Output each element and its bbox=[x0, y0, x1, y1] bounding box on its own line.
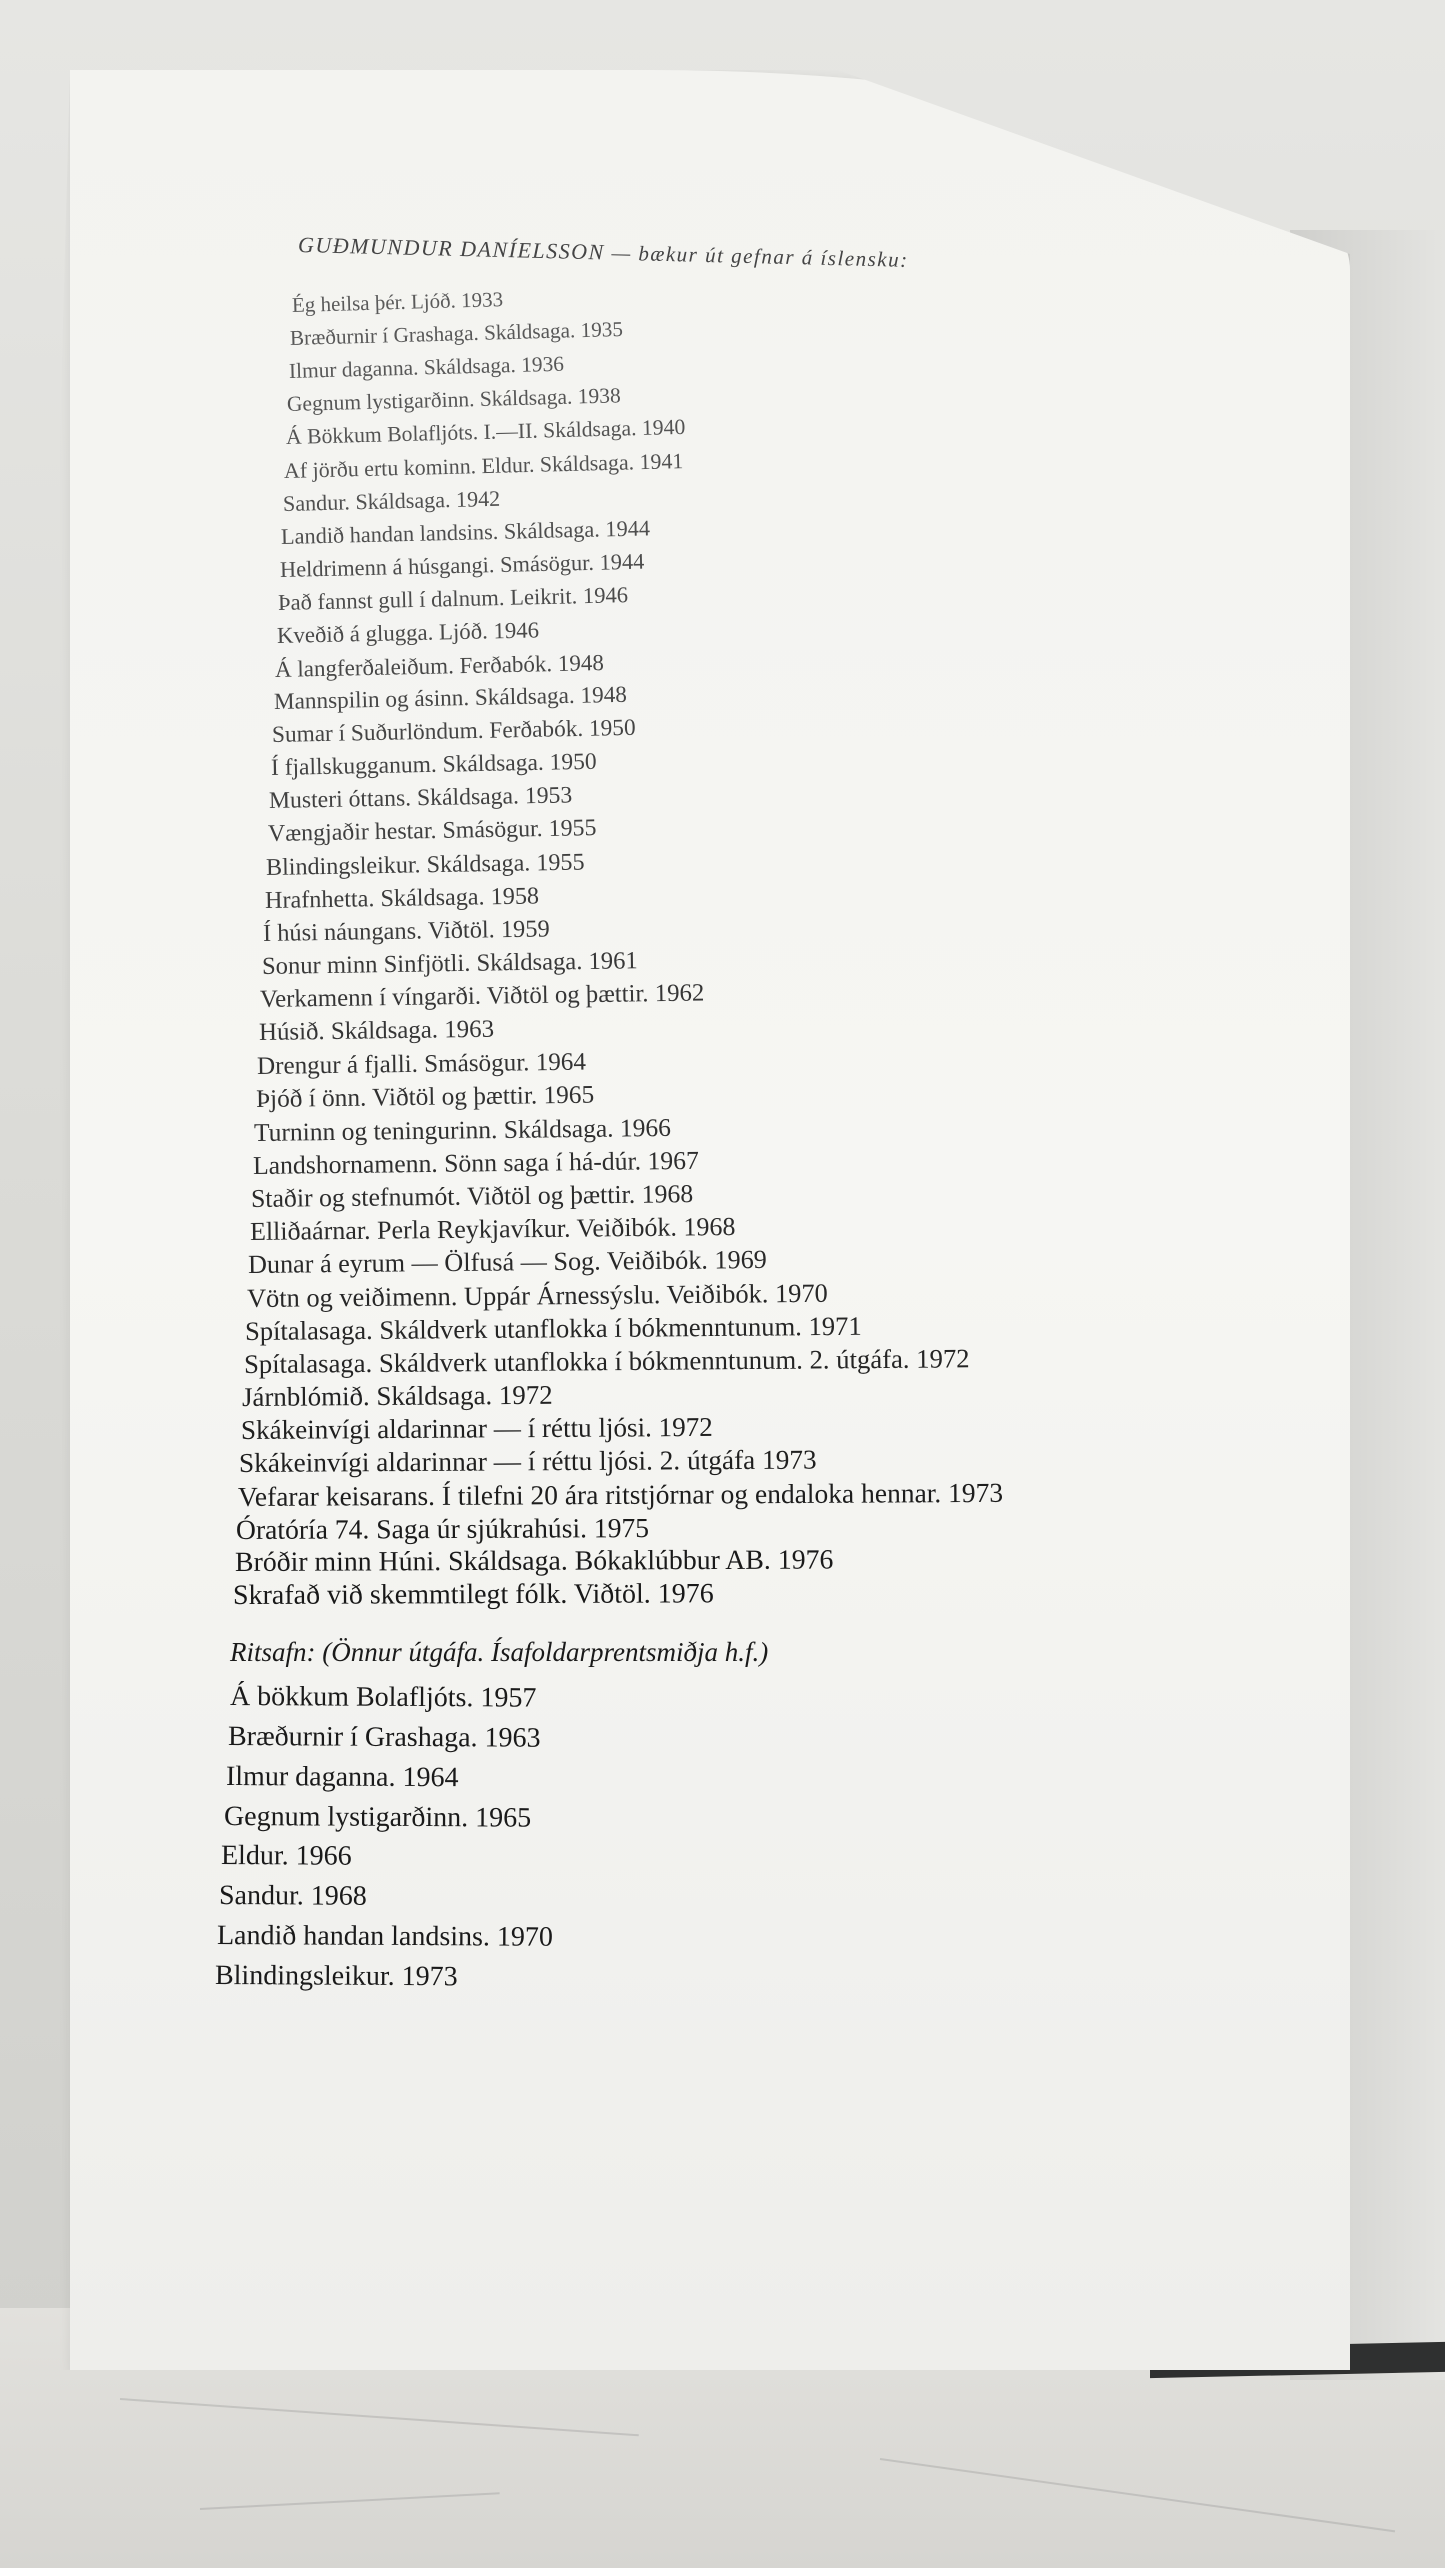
bibliography-entry: Hrafnhetta. Skáldsaga. 1958 bbox=[264, 882, 539, 914]
bibliography-entry: Skákeinvígi aldarinnar — í réttu ljósi. 2. útgáfa 1973 bbox=[238, 1444, 817, 1478]
ritsafn-heading: Ritsafn: (Önnur útgáfa. Ísafoldarprentsmiðja h.f.) bbox=[230, 1637, 769, 1667]
heading-subtitle: bækur út gefnar á íslensku: bbox=[638, 241, 909, 272]
bibliography-entry: Mannspilin og ásinn. Skáldsaga. 1948 bbox=[273, 681, 627, 715]
bibliography-entry: Í húsi náungans. Viðtöl. 1959 bbox=[263, 915, 551, 947]
ritsafn-entry: Blindingsleikur. 1973 bbox=[214, 1960, 458, 1993]
bibliography-entry: Turninn og teningurinn. Skáldsaga. 1966 bbox=[253, 1112, 672, 1147]
bibliography-entry: Bræðurnir í Grashaga. Skáldsaga. 1935 bbox=[290, 316, 624, 350]
ritsafn-entry: Eldur. 1966 bbox=[221, 1840, 353, 1873]
bibliography-entry: Þjóð í önn. Viðtöl og þættir. 1965 bbox=[255, 1080, 595, 1113]
heading-separator: — bbox=[604, 240, 639, 266]
ritsafn-entry: Ilmur daganna. 1964 bbox=[225, 1760, 459, 1793]
bibliography-entry: Sumar í Suðurlöndum. Ferðabók. 1950 bbox=[272, 714, 637, 748]
bibliography-entry: Landshornamenn. Sönn saga í há-dúr. 1967 bbox=[252, 1145, 699, 1180]
bibliography-entry: Óratóría 74. Saga úr sjúkrahúsi. 1975 bbox=[235, 1512, 650, 1545]
bibliography-entry: Landið handan landsins. Skáldsaga. 1944 bbox=[281, 515, 651, 549]
bibliography-entry: Elliðaárnar. Perla Reykjavíkur. Veiðibók. 1968 bbox=[249, 1212, 736, 1246]
ritsafn-entry: Á bökkum Bolafljóts. 1957 bbox=[229, 1681, 537, 1714]
bibliography-entry: Staðir og stefnumót. Viðtöl og þættir. 1968 bbox=[250, 1179, 694, 1213]
ritsafn-entry: Landið handan landsins. 1970 bbox=[217, 1920, 554, 1953]
bibliography-entry: Drengur á fjalli. Smásögur. 1964 bbox=[257, 1048, 587, 1080]
bibliography-entry: Á langferðaleiðum. Ferðabók. 1948 bbox=[275, 650, 605, 682]
bibliography-entry: Spítalasaga. Skáldverk utanflokka í bókmenntunum. 1971 bbox=[244, 1310, 862, 1346]
bibliography-entry: Á Bökkum Bolafljóts. I.—II. Skáldsaga. 1940 bbox=[285, 414, 686, 449]
ritsafn-entry: Sandur. 1968 bbox=[219, 1880, 368, 1913]
page-heading bbox=[298, 232, 909, 273]
bibliography-entry: Spítalasaga. Skáldverk utanflokka í bókmenntunum. 2. útgáfa. 1972 bbox=[243, 1343, 970, 1379]
bibliography-entry: Ég heilsa þér. Ljóð. 1933 bbox=[291, 287, 504, 317]
bibliography-entry: Kveðið á glugga. Ljóð. 1946 bbox=[276, 617, 540, 648]
bibliography-entry: Vefarar keisarans. Í tilefni 20 ára ritstjórnar og endaloka hennar. 1973 bbox=[237, 1476, 1003, 1512]
bibliography-entry: Musteri óttans. Skáldsaga. 1953 bbox=[269, 782, 573, 814]
bibliography-entry: Bróðir minn Húni. Skáldsaga. Bókaklúbbur AB. 1976 bbox=[234, 1544, 833, 1578]
bibliography-entry: Í fjallskugganum. Skáldsaga. 1950 bbox=[270, 748, 597, 781]
bibliography-entry: Verkamenn í víngarði. Viðtöl og þættir. 1962 bbox=[260, 979, 705, 1013]
bibliography-entry: Húsið. Skáldsaga. 1963 bbox=[258, 1015, 494, 1046]
bibliography-entry: Dunar á eyrum — Ölfusá — Sog. Veiðibók. 1969 bbox=[247, 1244, 768, 1279]
author-name: GUÐMUNDUR DANÍELSSON bbox=[297, 232, 606, 265]
bibliography-entry: Gegnum lystigarðinn. Skáldsaga. 1938 bbox=[287, 383, 622, 416]
bibliography-entry: Skrafað við skemmtilegt fólk. Viðtöl. 1976 bbox=[232, 1578, 714, 1611]
ritsafn-entry: Gegnum lystigarðinn. 1965 bbox=[223, 1800, 531, 1834]
bibliography-entry: Það fannst gull í dalnum. Leikrit. 1946 bbox=[278, 582, 629, 615]
bibliography-entry: Vötn og veiðimenn. Uppár Árnessýslu. Veiðibók. 1970 bbox=[246, 1277, 828, 1313]
bibliography-entry: Blindingsleikur. Skáldsaga. 1955 bbox=[266, 849, 586, 881]
bibliography-entry: Ilmur daganna. Skáldsaga. 1936 bbox=[288, 351, 565, 383]
bibliography-entry: Sandur. Skáldsaga. 1942 bbox=[282, 485, 501, 516]
bibliography-entry: Af jörðu ertu kominn. Eldur. Skáldsaga. 1941 bbox=[284, 448, 685, 483]
bibliography-entry: Járnblómið. Skáldsaga. 1972 bbox=[241, 1379, 553, 1412]
bibliography-entry: Vængjaðir hestar. Smásögur. 1955 bbox=[267, 815, 597, 847]
bibliography-entry: Skákeinvígi aldarinnar — í réttu ljósi. 1972 bbox=[240, 1411, 713, 1445]
ritsafn-entry: Bræðurnir í Grashaga. 1963 bbox=[227, 1720, 541, 1754]
bibliography-entry: Heldrimenn á húsgangi. Smásögur. 1944 bbox=[279, 548, 645, 582]
bibliography-entry: Sonur minn Sinfjötli. Skáldsaga. 1961 bbox=[261, 947, 638, 980]
